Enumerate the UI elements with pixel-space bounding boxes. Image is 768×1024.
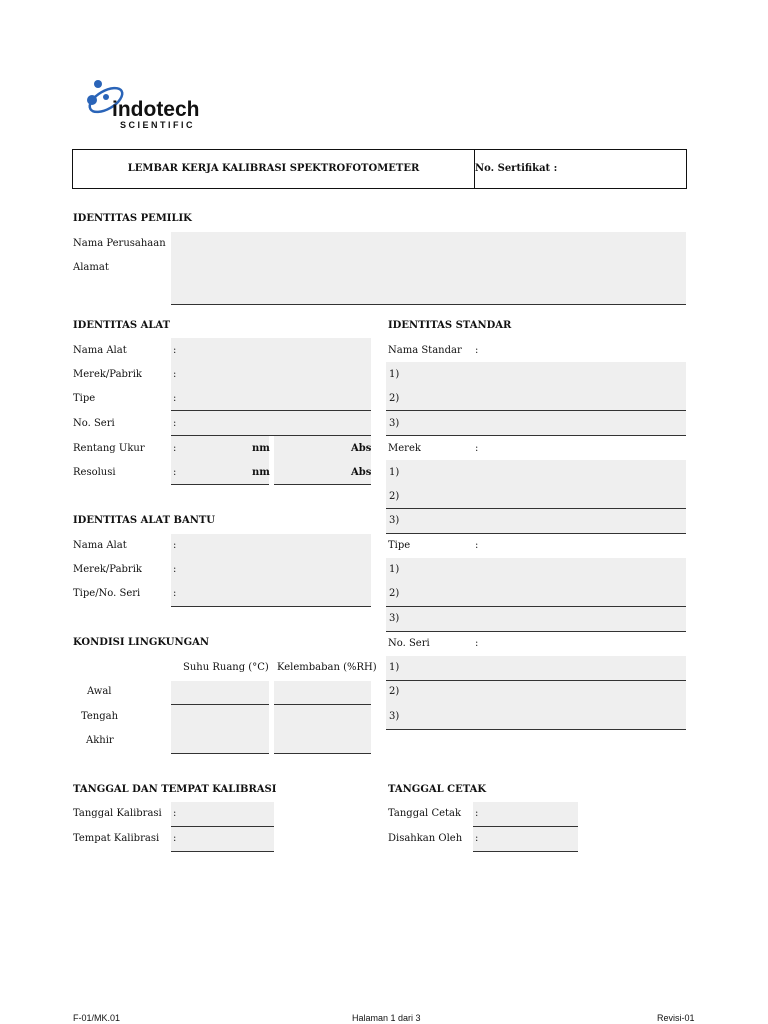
label-no-seri: No. Seri bbox=[73, 418, 115, 429]
tipe-field[interactable] bbox=[171, 386, 371, 411]
unit-nm: nm bbox=[252, 443, 270, 454]
label-akhir: Akhir bbox=[86, 735, 114, 746]
alamat-field-2[interactable] bbox=[171, 280, 686, 305]
bantu-merek-pabrik-field[interactable] bbox=[171, 558, 371, 583]
section-tanggal-cetak: TANGGAL CETAK bbox=[388, 784, 487, 795]
num-2: 2) bbox=[389, 588, 400, 599]
footer-form-code: F-01/MK.01 bbox=[73, 1013, 121, 1023]
num-3: 3) bbox=[389, 711, 400, 722]
alamat-field-1[interactable] bbox=[171, 256, 686, 281]
label-nama-alat: Nama Alat bbox=[73, 345, 127, 356]
colon: : bbox=[173, 467, 177, 478]
header-suhu-ruang: Suhu Ruang (°C) bbox=[183, 662, 269, 673]
tengah-kelembaban-field[interactable] bbox=[274, 705, 371, 730]
section-identitas-alat: IDENTITAS ALAT bbox=[73, 320, 171, 331]
seri-1-field[interactable] bbox=[386, 656, 686, 681]
nama-perusahaan-field[interactable] bbox=[171, 232, 686, 257]
colon: : bbox=[173, 369, 177, 380]
section-identitas-pemilik: IDENTITAS PEMILIK bbox=[73, 213, 192, 224]
colon: : bbox=[475, 345, 479, 356]
no-seri-field[interactable] bbox=[171, 411, 371, 436]
label-rentang-ukur: Rentang Ukur bbox=[73, 443, 145, 454]
tanggal-cetak-field[interactable] bbox=[473, 802, 578, 827]
merek-3-field[interactable] bbox=[386, 509, 686, 534]
tipe-2-field[interactable] bbox=[386, 582, 686, 607]
label-bantu-nama-alat: Nama Alat bbox=[73, 540, 127, 551]
merek-2-field[interactable] bbox=[386, 484, 686, 509]
awal-suhu-field[interactable] bbox=[171, 681, 269, 705]
num-2: 2) bbox=[389, 393, 400, 404]
bantu-tipe-seri-field[interactable] bbox=[171, 582, 371, 607]
bantu-nama-alat-field[interactable] bbox=[171, 534, 371, 559]
label-tempat-kalibrasi: Tempat Kalibrasi bbox=[73, 833, 160, 844]
colon: : bbox=[173, 833, 177, 844]
colon: : bbox=[475, 540, 479, 551]
label-merek-pabrik: Merek/Pabrik bbox=[73, 369, 142, 380]
label-bantu-merek-pabrik: Merek/Pabrik bbox=[73, 564, 142, 575]
label-tanggal-cetak: Tanggal Cetak bbox=[388, 808, 462, 819]
colon: : bbox=[475, 638, 479, 649]
akhir-suhu-field[interactable] bbox=[171, 729, 269, 754]
nama-standar-3-field[interactable] bbox=[386, 411, 686, 436]
label-alamat: Alamat bbox=[73, 262, 109, 273]
colon: : bbox=[173, 345, 177, 356]
label-tengah: Tengah bbox=[81, 711, 119, 722]
disahkan-oleh-field[interactable] bbox=[473, 827, 578, 852]
colon: : bbox=[475, 833, 479, 844]
label-bantu-tipe-seri: Tipe/No. Seri bbox=[73, 588, 141, 599]
company-logo bbox=[84, 76, 214, 130]
label-standar-no-seri: No. Seri bbox=[388, 638, 430, 649]
merek-pabrik-field[interactable] bbox=[171, 362, 371, 387]
section-identitas-standar: IDENTITAS STANDAR bbox=[388, 320, 512, 331]
colon: : bbox=[475, 443, 479, 454]
colon: : bbox=[173, 418, 177, 429]
unit-abs: Abs bbox=[351, 467, 372, 478]
logo-name: indotech bbox=[112, 98, 200, 121]
num-1: 1) bbox=[389, 467, 400, 478]
colon: : bbox=[173, 540, 177, 551]
colon: : bbox=[475, 808, 479, 819]
num-2: 2) bbox=[389, 491, 400, 502]
label-resolusi: Resolusi bbox=[73, 467, 116, 478]
num-1: 1) bbox=[389, 369, 400, 380]
tipe-1-field[interactable] bbox=[386, 558, 686, 583]
label-tipe: Tipe bbox=[73, 393, 96, 404]
tanggal-kalibrasi-field[interactable] bbox=[171, 802, 274, 827]
label-disahkan-oleh: Disahkan Oleh bbox=[388, 833, 463, 844]
merek-1-field[interactable] bbox=[386, 460, 686, 485]
form-title: LEMBAR KERJA KALIBRASI SPEKTROFOTOMETER bbox=[127, 163, 420, 174]
seri-2-field[interactable] bbox=[386, 681, 686, 706]
label-nama-standar: Nama Standar bbox=[388, 345, 462, 356]
nama-standar-2-field[interactable] bbox=[386, 386, 686, 411]
akhir-kelembaban-field[interactable] bbox=[274, 729, 371, 754]
awal-kelembaban-field[interactable] bbox=[274, 681, 371, 705]
num-2: 2) bbox=[389, 686, 400, 697]
colon: : bbox=[173, 588, 177, 599]
label-nama-perusahaan: Nama Perusahaan bbox=[73, 238, 166, 249]
footer-revision: Revisi-01 bbox=[657, 1013, 695, 1023]
colon: : bbox=[173, 808, 177, 819]
colon: : bbox=[173, 564, 177, 575]
label-merek: Merek bbox=[388, 443, 421, 454]
num-1: 1) bbox=[389, 662, 400, 673]
footer-page-number: Halaman 1 dari 3 bbox=[352, 1013, 421, 1023]
tipe-3-field[interactable] bbox=[386, 607, 686, 632]
tempat-kalibrasi-field[interactable] bbox=[171, 827, 274, 852]
seri-3-field[interactable] bbox=[386, 705, 686, 730]
unit-abs: Abs bbox=[351, 443, 372, 454]
colon: : bbox=[173, 393, 177, 404]
label-standar-tipe: Tipe bbox=[388, 540, 411, 551]
title-box bbox=[72, 149, 687, 189]
section-kondisi-lingkungan: KONDISI LINGKUNGAN bbox=[73, 637, 210, 648]
num-3: 3) bbox=[389, 613, 400, 624]
num-3: 3) bbox=[389, 418, 400, 429]
num-1: 1) bbox=[389, 564, 400, 575]
label-awal: Awal bbox=[87, 686, 112, 697]
nama-standar-1-field[interactable] bbox=[386, 362, 686, 387]
unit-nm: nm bbox=[252, 467, 270, 478]
header-kelembaban: Kelembaban (%RH) bbox=[277, 662, 377, 673]
logo-subtitle: SCIENTIFIC bbox=[120, 120, 196, 130]
section-tanggal-tempat: TANGGAL DAN TEMPAT KALIBRASI bbox=[73, 784, 277, 795]
label-tanggal-kalibrasi: Tanggal Kalibrasi bbox=[73, 808, 162, 819]
certificate-number-label: No. Sertifikat : bbox=[475, 163, 558, 174]
num-3: 3) bbox=[389, 515, 400, 526]
section-identitas-alat-bantu: IDENTITAS ALAT BANTU bbox=[73, 515, 216, 526]
nama-alat-field[interactable] bbox=[171, 338, 371, 363]
tengah-suhu-field[interactable] bbox=[171, 705, 269, 730]
colon: : bbox=[173, 443, 177, 454]
